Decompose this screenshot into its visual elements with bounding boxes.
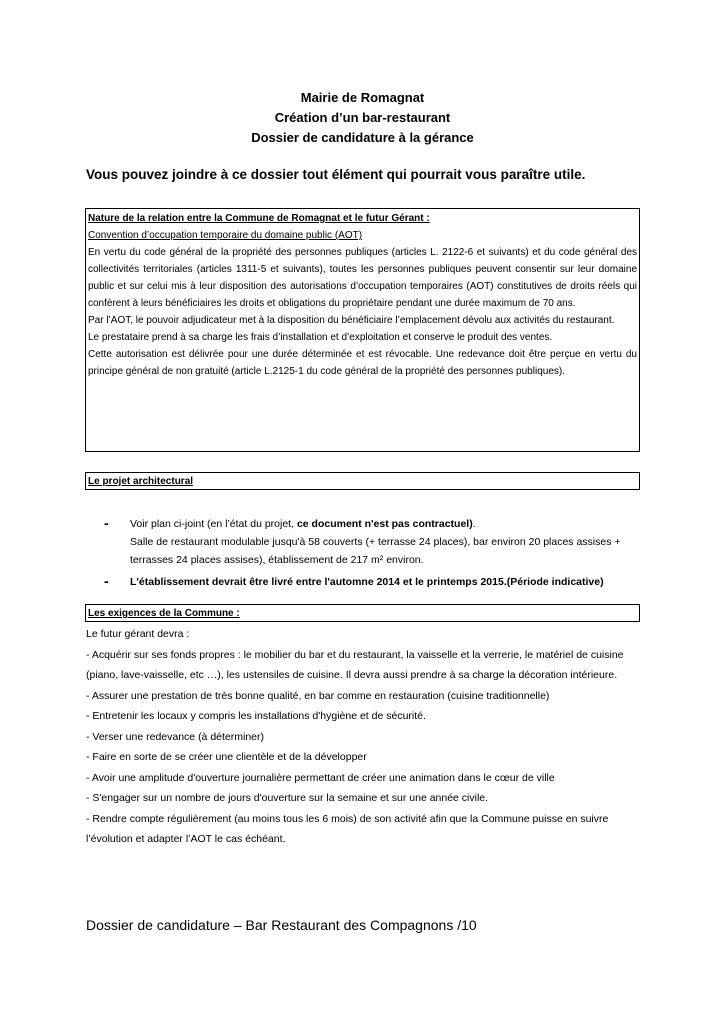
relation-box xyxy=(85,208,640,452)
list-item: - Assurer une prestation de très bonne qualité, en bar comme en restauration (cuisine traditionnelle) xyxy=(86,689,550,702)
list-item: - Avoir une amplitude d'ouverture journalière permettant de créer une animation dans le cœur de ville xyxy=(86,771,555,784)
project-title: Le projet architectural xyxy=(88,476,194,487)
bullet-text: L'établissement devrait être livré entre l'automne 2014 et le printemps 2015.(Période indicative) xyxy=(130,576,604,588)
list-item: - Faire en sorte de se créer une clientèle et de la développer xyxy=(86,751,367,763)
bullet-text: Voir plan ci-joint (en l’état du projet, xyxy=(130,518,297,530)
bullet-bold-text: ce document n'est pas contractuel) xyxy=(296,518,473,530)
project-title-box xyxy=(85,472,640,490)
bullet-dash: - xyxy=(104,573,109,589)
document-header xyxy=(0,88,725,148)
page-footer: Dossier de candidature – Bar Restaurant des Compagnons /10 xyxy=(86,917,477,933)
requirements-title-box xyxy=(85,604,640,622)
intro-text: Vous pouvez joindre à ce dossier tout élément qui pourrait vous paraître utile. xyxy=(86,167,586,182)
requirements-title: Les exigences de la Commune : xyxy=(88,608,240,619)
header-line-3: Dossier de candidature à la gérance xyxy=(251,130,474,145)
relation-subtitle: Convention d’occupation temporaire du domaine public (AOT) xyxy=(88,230,363,241)
list-item: - Rendre compte régulièrement (au moins tous les 6 mois) de son activité afin que la Commune puisse en suivre l’évolution et adapter l’AOT le cas échéant. xyxy=(86,812,609,845)
relation-paragraph: Le prestataire prend à sa charge les frais d’installation et d’exploitation et conserve le produit des ventes. xyxy=(88,332,553,343)
requirements-list xyxy=(86,624,641,850)
bullet-dash: - xyxy=(104,515,109,531)
requirements-intro: Le futur gérant devra : xyxy=(86,628,190,640)
project-bullets xyxy=(104,515,664,591)
bullet-text-end: . xyxy=(472,518,476,530)
list-item xyxy=(104,515,664,569)
bullet-detail: Salle de restaurant modulable jusqu'à 58 couverts (+ terrasse 24 places), bar environ 20 places assises + terrasses 24 places assises), établissement de 217 m² environ. xyxy=(130,536,621,566)
list-item: - Entretenir les locaux y compris les installations d'hygiène et de sécurité. xyxy=(86,710,426,722)
relation-paragraph: Cette autorisation est délivrée pour une durée déterminée et est révocable. Une redevance doit être perçue en vertu du principe général de non gratuité (article L.2125-1 du code général de la propriété des personnes publiques). xyxy=(88,349,637,377)
list-item: - Acquérir sur ses fonds propres : le mobilier du bar et du restaurant, la vaisselle et la verrerie, le matériel de cuisine (piano, lave-vaisselle, etc …), les ustensiles de cuisine. Il devra aussi prendre à sa charge la décoration intérieure. xyxy=(86,648,624,681)
relation-title: Nature de la relation entre la Commune de Romagnat et le futur Gérant : xyxy=(88,213,430,224)
list-item xyxy=(104,573,664,591)
list-item: - S'engager sur un nombre de jours d'ouverture sur la semaine et sur une année civile. xyxy=(86,792,489,804)
header-line-2: Création d’un bar-restaurant xyxy=(274,110,451,125)
header-line-1: Mairie de Romagnat xyxy=(300,90,425,105)
list-item: - Verser une redevance (à déterminer) xyxy=(86,730,265,743)
relation-paragraph: En vertu du code général de la propriété des personnes publiques (articles L. 2122-6 et suivants) et du code général des collectivités territoriales (articles 1311-5 et suivants), toutes les personnes publiques peuvent consentir sur leur domaine public et sur celui mis à leur disposition des autorisations d’occupation temporaires (AOT) constitutives de droits réels qui confèrent à leurs bénéficiaires les droits et obligations du propriétaire pendant une durée maximum de 70 ans. xyxy=(88,247,637,309)
relation-paragraph: Par l’AOT, le pouvoir adjudicateur met à la disposition du bénéficiaire l’emplacement dévolu aux activités du restaurant. xyxy=(88,315,615,326)
